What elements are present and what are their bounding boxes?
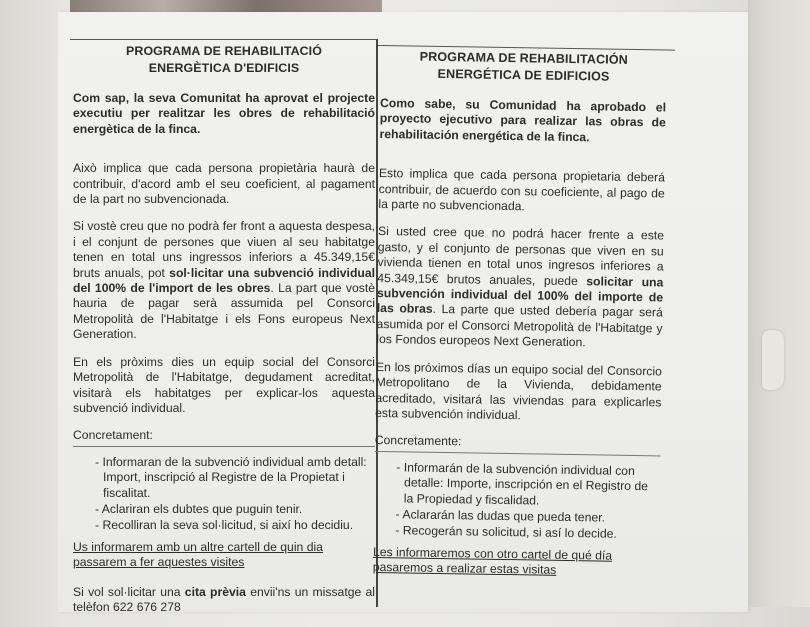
catalan-title-line1: PROGRAMA DE REHABILITACIÓ <box>126 44 322 58</box>
spanish-list-item: - Recogerán su solicitud, si así lo decide. <box>395 523 617 542</box>
catalan-notice: Us informarem amb un altre cartell de quin dia passarem a fer aquestes visites <box>73 539 323 570</box>
catalan-column <box>73 39 375 627</box>
spanish-concretamente: Concretamente: <box>375 433 661 456</box>
catalan-list <box>73 455 375 534</box>
spanish-subsidy-text-c: . La parte que usted debería pagar será asumida por el Consorci Metropolità de l'Habitatge y los Fondos europeos Next Generation. <box>376 302 663 350</box>
catalan-subsidy-text-c: . La part que vostè hauria de pagar serà assumida pel Consorci Metropolità de l'Habitatge i els Fons europeus Next Generation. <box>73 281 375 342</box>
spanish-title-line2: ENERGÉTICA DE EDIFICIOS <box>437 66 610 84</box>
spanish-subsidy-text-a: Si usted cree que no podrá hacer frente a este gasto, y el conjunto de personas que viven en su vivienda tienen en total unos ingresos inferiores a 45.349,15€ brutos anuales, puede <box>377 224 665 288</box>
catalan-subsidy-highlight: sol·licitar una subvenció individual del 100% de l'import de les obres <box>73 265 376 296</box>
catalan-paragraph-subsidy <box>73 219 375 342</box>
catalan-paragraph-visits: En els pròxims dies un equip social del Consorci Metropolità de l'Habitatge, degudament acreditat, visitarà els habitatges per explicar-los aquesta subvenció individual. <box>73 354 375 415</box>
spanish-paragraph-subsidy <box>376 224 664 352</box>
spanish-list <box>373 460 660 544</box>
catalan-intro: Com sap, la seva Comunitat ha aprovat el projecte executiu per realitzar les obres de rehabilitació energètica de la finca. <box>73 91 375 136</box>
spanish-paragraph-contribution: Esto implica que cada persona propietaria deberá contribuir, de acuerdo con su coeficiente, al pago de la parte no subvencionada. <box>378 166 666 214</box>
tape-piece <box>762 330 784 390</box>
catalan-appointment-a: Si vol sol·licitar una <box>73 584 185 599</box>
spanish-title <box>380 48 666 86</box>
catalan-list-item: - Informaran de la subvenció individual amb detall: Import, inscripció al Registre de la Propietat i fiscalitat. <box>95 454 367 500</box>
catalan-list-item: - Aclariran els dubtes que puguin tenir. <box>95 501 303 516</box>
spanish-notice: Les informaremos con otro cartel de qué día pasaremos a realizar estas visitas <box>372 544 613 577</box>
catalan-appointment <box>73 585 375 616</box>
spanish-intro: Como sabe, su Comunidad ha aprobado el proyecto ejecutivo para realizar las obras de rehabilitación energética de la finca. <box>379 95 667 145</box>
catalan-title-line2: ENERGÈTICA D'EDIFICIS <box>148 61 300 75</box>
spanish-title-line1: PROGRAMA DE REHABILITACIÓN <box>419 49 629 67</box>
spanish-column <box>372 44 667 594</box>
wall-edge <box>748 0 810 607</box>
catalan-appointment-c: envii'ns un missatge al telèfon 622 676 278 <box>73 584 375 614</box>
catalan-concretament: Concretament: <box>73 428 375 446</box>
catalan-appointment-highlight: cita prèvia <box>184 584 246 599</box>
spanish-list-item: - Informarán de la subvención individual con detalle: Importe, inscripción en el Registro de la Propiedad y fiscalidad. <box>396 460 649 508</box>
catalan-subsidy-text-a: Si vostè creu que no podrà fer front a aquesta despesa, i el conjunt de persones que viuen al seu habitatge tenen en total uns ingressos inferiors a 45.349,15€ bruts anuals, pot <box>73 219 375 280</box>
spanish-list-item: - Aclararán las dudas que pueda tener. <box>395 507 606 525</box>
catalan-title <box>73 43 375 77</box>
spanish-subsidy-highlight: solicitar una subvención individual del 100% del importe de las obras <box>376 273 664 317</box>
spanish-paragraph-visits: En los próximos días un equipo social del Consorcio Metropolitano de la Vivienda, debidamente acreditado, visitará las viviendas para explicarles esta subvención individual. <box>375 359 663 423</box>
catalan-list-item: - Recolliran la seva sol·licitud, si així ho decidiu. <box>95 518 354 533</box>
catalan-paragraph-contribution: Això implica que cada persona propietària haurà de contribuir, d'acord amb el seu coeficient, al pagament de la part no subvencionada. <box>73 161 375 207</box>
